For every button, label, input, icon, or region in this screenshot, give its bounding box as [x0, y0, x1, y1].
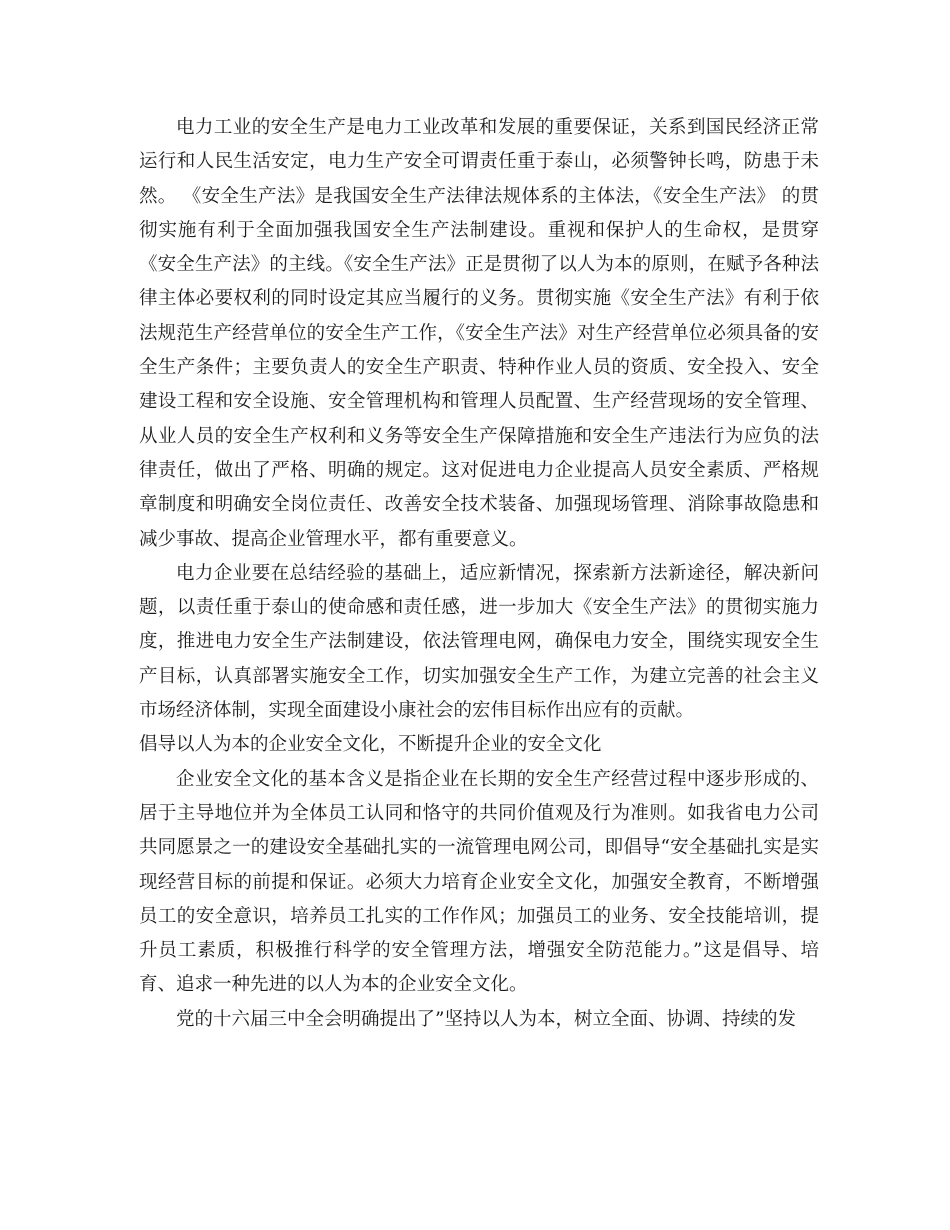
section-heading: 倡导以人为本的企业安全文化，不断提升企业的安全文化: [139, 734, 602, 756]
paragraph-2: 电力企业要在总结经验的基础上，适应新情况，探索新方法新途径，解决新问题，以责任重于泰山的使命感和责任感，进一步加大《安全生产法》的贯彻实施力度，推进电力安全生产法制建设，依法管理电网，确保电力安全，围绕实现安全生产目标，认真部署实施安全工作，切实加强安全生产工作，为建立完善的社会主义市场经济体制，实现全面建设小康社会的宏伟目标作出应有的贡献。: [139, 562, 819, 722]
document-body: [139, 111, 819, 1037]
paragraph-3: 企业安全文化的基本含义是指企业在长期的安全生产经营过程中逐步形成的、居于主导地位并为全体员工认同和恪守的共同价值观及行为准则。如我省电力公司共同愿景之一的建设安全基础扎实的一流管理电网公司，即倡导“安全基础扎实是实现经营目标的前提和保证。必须大力培育企业安全文化，加强安全教育，不断增强员工的安全意识，培养员工扎实的工作作风；加强员工的业务、安全技能培训，提升员工素质，积极推行科学的安全管理方法，增强安全防范能力。”这是倡导、培育、追求一种先进的以人为本的企业安全文化。: [139, 768, 819, 996]
paragraph-1: 电力工业的安全生产是电力工业改革和发展的重要保证，关系到国民经济正常运行和人民生活安定，电力生产安全可谓责任重于泰山，必须警钟长鸣，防患于未然。 《安全生产法》是我国安全生产法律法规体系的主体法，《安全生产法》 的贯彻实施有利于全面加强我国安全生产法制建设。重视和保护人的生命权，是贯穿《安全生产法》的主线。《安全生产法》正是贯彻了以人为本的原则，在赋予各种法律主体必要权利的同时设定其应当履行的义务。贯彻实施《安全生产法》有利于依法规范生产经营单位的安全生产工作，《安全生产法》对生产经营单位必须具备的安全生产条件；主要负责人的安全生产职责、特种作业人员的资质、安全投入、安全建设工程和安全设施、安全管理机构和管理人员配置、生产经营现场的安全管理、从业人员的安全生产权利和义务等安全生产保障措施和安全生产违法行为应负的法律责任，做出了严格、明确的规定。这对促进电力企业提高人员安全素质、严格规章制度和明确安全岗位责任、改善安全技术装备、加强现场管理、消除事故隐患和减少事故、提高企业管理水平，都有重要意义。: [139, 117, 819, 550]
paragraph-4: 党的十六届三中全会明确提出了”坚持以人为本，树立全面、协调、持续的发: [176, 1008, 796, 1030]
